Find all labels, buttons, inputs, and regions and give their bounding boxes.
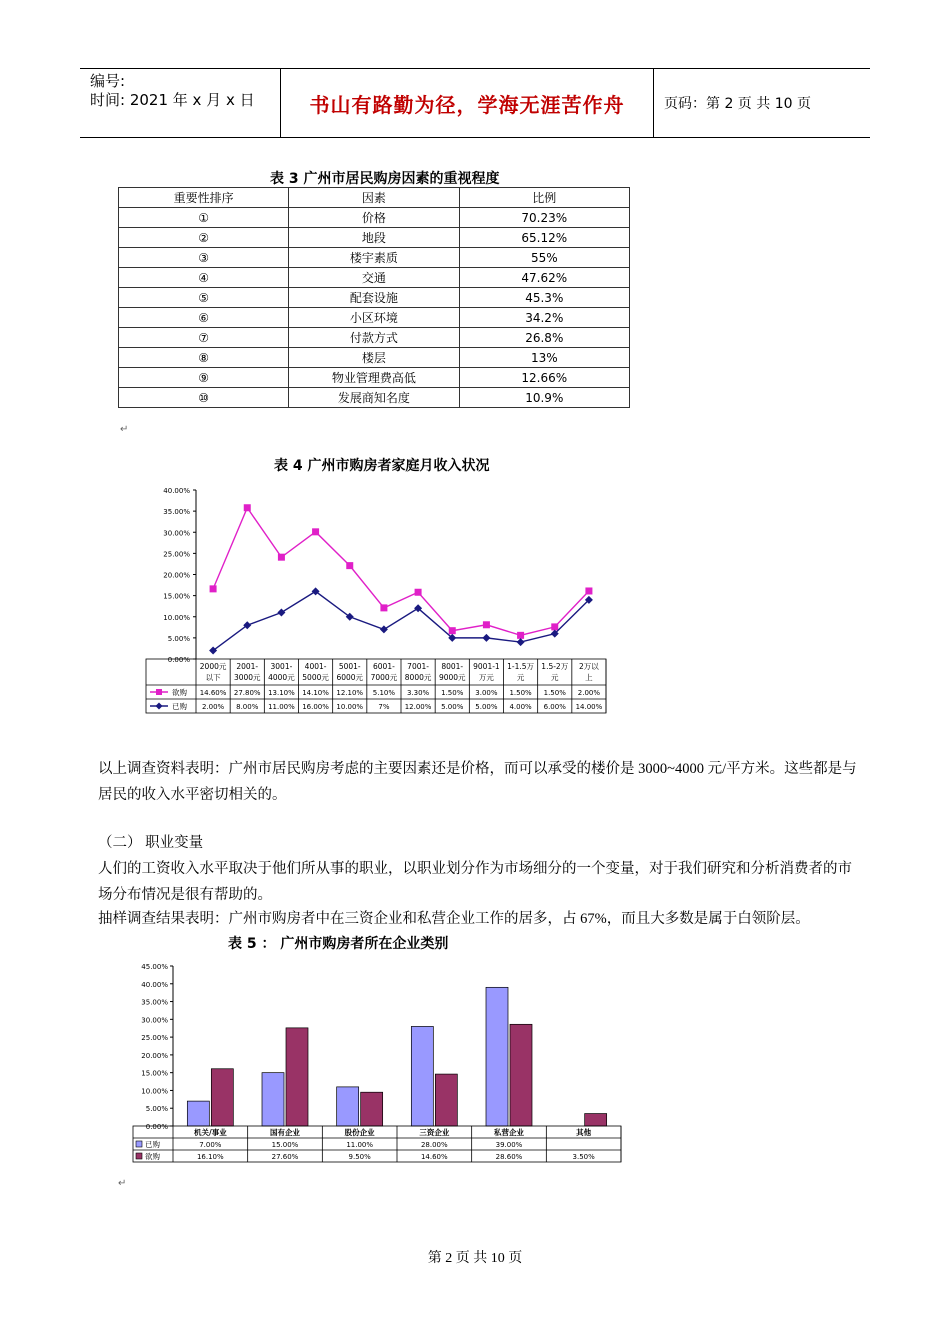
category-label: 股份企业 [344,1128,375,1137]
y-tick-label: 5.00% [145,1105,168,1114]
data-label: 11.00% [346,1141,374,1149]
y-tick-label: 0.00% [167,656,190,664]
rank-cell: ⑧ [119,348,289,368]
data-point [551,623,558,630]
data-label: 1.50% [441,689,464,697]
data-point [415,589,422,596]
data-point [346,562,353,569]
category-label: 9001-1 [473,662,500,671]
category-label: 3000元 [233,673,261,682]
bar-bought [486,987,508,1126]
paragraph-survey-result: 抽样调查结果表明：广州市购房者中在三资企业和私营企业工作的居多，占 67%，而且大多数是属于白领阶层。 [98,911,810,927]
category-label: 3001- [270,662,293,671]
factor-cell: 价格 [289,208,459,228]
rank-cell: ⑨ [119,368,289,388]
ratio-cell: 13% [459,348,629,368]
ratio-cell: 65.12% [459,228,629,248]
category-label: 8001- [441,662,464,671]
chart4-caption: 表 4 广州市购房者家庭月收入状况 [274,458,490,474]
ratio-cell: 12.66% [459,368,629,388]
data-label: 2.00% [577,689,601,697]
data-point [210,585,217,592]
data-label: 3.00% [475,689,498,697]
category-label: 7001- [407,662,429,671]
legend-label: 已购 [172,702,187,711]
data-label: 5.00% [475,703,498,711]
data-label: 5.00% [441,703,464,711]
ratio-cell: 34.2% [459,308,629,328]
category-label: 4000元 [268,673,295,682]
bar-want [211,1069,233,1126]
ratio-cell: 26.8% [459,328,629,348]
factor-cell: 配套设施 [289,288,459,308]
category-label: 7000元 [370,673,398,682]
category-label: 私营企业 [494,1128,524,1137]
date-label: 时间: 2021 年 x 月 x 日 [90,91,255,109]
table-row [119,368,630,388]
data-point [517,632,524,639]
header-motto-cell [281,69,654,137]
category-label: 6000元 [336,673,364,682]
category-label: 2001- [236,662,259,671]
data-label: 4.00% [509,703,532,711]
data-label: 14.10% [302,689,329,697]
bar-bought [262,1073,284,1126]
legend-label: 欲购 [172,688,187,697]
category-label: 1-1.5万 [507,662,535,671]
data-label: 7% [378,703,390,711]
y-tick-label: 20.00% [141,1051,168,1060]
rank-cell: ⑥ [119,308,289,328]
table-row [119,288,630,308]
data-point [517,638,525,646]
data-label: 16.10% [196,1153,224,1161]
data-point [277,609,285,617]
category-label: 国有企业 [270,1128,300,1137]
data-label: 28.00% [420,1141,448,1149]
table3-header-row [119,188,630,208]
rank-cell: ⑤ [119,288,289,308]
bar-bought [337,1087,359,1126]
data-label: 10.00% [336,703,364,711]
data-label: 12.10% [336,689,364,697]
rank-cell: ① [119,208,289,228]
bar-want [435,1074,457,1126]
enterprise-bar-chart [125,958,625,1173]
header-page-cell [654,69,870,137]
data-label: 1.50% [543,689,566,697]
bar-want [286,1028,308,1126]
category-label: 上 [585,673,593,682]
legend-marker [156,689,162,695]
table-row [119,348,630,368]
data-label: 12.00% [404,703,432,711]
income-line-chart [140,478,630,723]
factor-cell: 楼层 [289,348,459,368]
data-label: 9.50% [348,1153,371,1161]
category-label: 8000元 [404,673,432,682]
category-label: 4001- [304,662,327,671]
factor-cell: 楼宇素质 [289,248,459,268]
category-label: 1.5-2万 [541,662,569,671]
table-row [119,328,630,348]
table-row [119,268,630,288]
table3-header-cell: 因素 [289,188,459,208]
y-tick-label: 5.00% [167,634,190,643]
data-label: 5.10% [372,689,396,697]
chart5-caption: 表 5 ： 广州市购房者所在企业类别 [228,936,449,952]
return-mark-icon: ↵ [118,1178,127,1189]
y-tick-label: 30.00% [141,1016,168,1025]
table-row [119,228,630,248]
y-tick-label: 10.00% [141,1087,168,1096]
data-label: 27.80% [233,689,261,697]
data-point [278,554,285,561]
y-tick-label: 25.00% [163,550,190,559]
page-label: 页码：第 2 页 共 10 页 [664,96,811,112]
data-label: 16.00% [302,703,329,711]
y-tick-label: 40.00% [141,980,168,989]
category-label: 5000元 [302,673,329,682]
serial-label: 编号: [90,72,126,90]
data-label: 1.50% [509,689,532,697]
legend-marker [136,1153,142,1159]
category-label: 三资企业 [419,1128,450,1137]
category-label: 元 [516,673,525,682]
category-label: 以下 [205,673,221,682]
page-header [80,68,870,138]
bar-want [361,1092,383,1126]
rank-cell: ④ [119,268,289,288]
y-tick-label: 35.00% [141,998,168,1007]
y-tick-label: 15.00% [141,1069,168,1078]
category-label: 2万以 [579,662,599,671]
data-label: 6.00% [543,703,566,711]
bar-bought [187,1101,209,1126]
y-tick-label: 10.00% [163,613,190,622]
section-heading-occupation: （二） 职业变量 [98,835,204,851]
bar-want [510,1024,532,1126]
data-label: 14.60% [199,689,227,697]
factor-cell: 发展商知名度 [289,388,459,408]
category-label: 万元 [478,673,494,682]
data-label: 15.00% [271,1141,299,1149]
return-mark-icon: ↵ [120,424,129,435]
y-tick-label: 45.00% [141,963,168,971]
paragraph-conclusion: 以上调查资料表明：广州市居民购房考虑的主要因素还是价格，而可以承受的楼价是 3000~4000 元/平方米。这些都是与居民的收入水平密切相关的。 [98,761,857,803]
category-label: 元 [551,673,559,682]
ratio-cell: 55% [459,248,629,268]
data-label: 3.50% [572,1153,595,1161]
y-tick-label: 0.00% [145,1123,168,1131]
y-tick-label: 35.00% [163,508,190,517]
data-point [244,504,251,511]
data-label: 3.30% [406,689,430,697]
data-label: 39.00% [495,1141,523,1149]
table-row [119,388,630,408]
legend-label: 已购 [145,1140,160,1149]
y-tick-label: 40.00% [163,487,190,495]
data-label: 14.60% [420,1153,448,1161]
data-label: 27.60% [271,1153,299,1161]
category-label: 机关/事业 [193,1128,227,1137]
ratio-cell: 10.9% [459,388,629,408]
data-label: 13.10% [268,689,295,697]
rank-cell: ⑦ [119,328,289,348]
data-point [585,587,592,594]
rank-cell: ② [119,228,289,248]
data-point [483,621,490,628]
data-point [449,627,456,634]
table3-header-cell: 比例 [459,188,629,208]
table-row [119,308,630,328]
legend-label: 欲购 [145,1152,160,1161]
table3-header-cell: 重要性排序 [119,188,289,208]
y-tick-label: 15.00% [163,592,190,601]
factor-cell: 物业管理费高低 [289,368,459,388]
data-label: 11.00% [268,703,295,711]
y-tick-label: 25.00% [141,1034,168,1043]
paragraph-occupation: 人们的工资收入水平取决于他们所从事的职业，以职业划分作为市场细分的一个变量，对于我们研究和分析消费者的市场分布情况是很有帮助的。 [98,861,852,903]
data-point [380,625,388,633]
rank-cell: ⑩ [119,388,289,408]
category-label: 其他 [576,1128,592,1137]
data-point [312,528,319,535]
y-tick-label: 20.00% [163,571,190,580]
motto: 书山有路勤为径，学海无涯苦作舟 [309,92,625,117]
bar-want [585,1114,607,1126]
category-label: 5001- [338,662,361,671]
legend-marker [136,1141,142,1147]
ratio-cell: 45.3% [459,288,629,308]
data-label: 2.00% [201,703,225,711]
page-footer: 第 2 页 共 10 页 [427,1251,523,1266]
header-meta [80,69,281,137]
data-label: 8.00% [236,703,259,711]
ratio-cell: 47.62% [459,268,629,288]
legend-marker [156,703,163,710]
factor-cell: 小区环境 [289,308,459,328]
data-point [482,634,490,642]
category-label: 9000元 [438,673,466,682]
rank-cell: ③ [119,248,289,268]
factor-cell: 地段 [289,228,459,248]
y-tick-label: 30.00% [163,529,190,538]
bar-bought [411,1026,433,1126]
data-label: 14.00% [575,703,603,711]
table-row [119,208,630,228]
category-label: 6001- [373,662,395,671]
ratio-cell: 70.23% [459,208,629,228]
table3-caption: 表 3 广州市居民购房因素的重视程度 [270,171,500,187]
series-line-want [213,508,589,636]
data-label: 7.00% [199,1141,222,1149]
factor-cell: 交通 [289,268,459,288]
data-label: 28.60% [495,1153,523,1161]
factor-cell: 付款方式 [289,328,459,348]
data-point [380,604,387,611]
table3 [118,187,630,408]
table-row [119,248,630,268]
category-label: 2000元 [199,662,227,671]
